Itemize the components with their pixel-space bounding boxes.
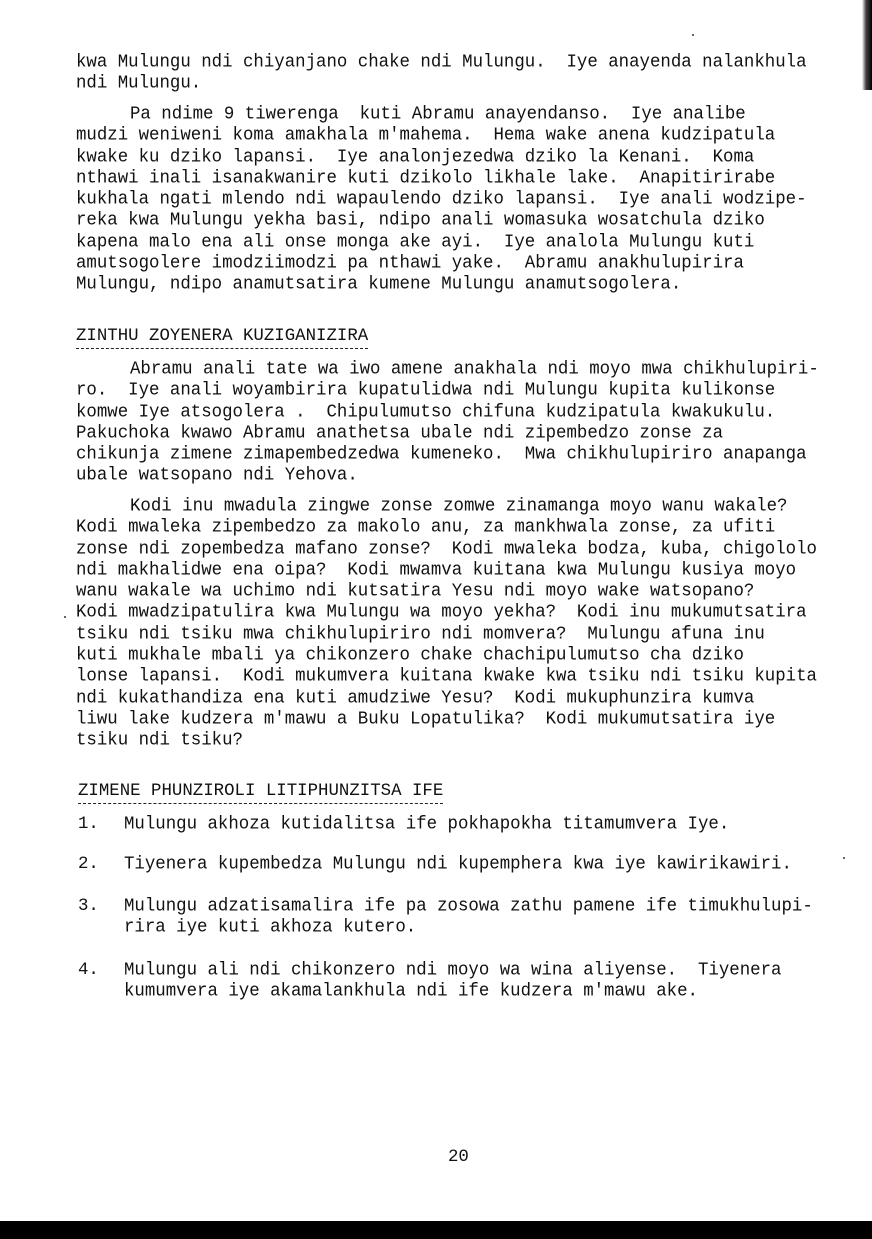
text-line: Pa ndime 9 tiwerenga kuti Abramu anayendanso. Iye analibe <box>130 105 746 125</box>
text-line: kukhala ngati mlendo ndi wapaulendo dziko lapansi. Iye anali wodzipe- <box>76 190 807 211</box>
section-heading: ZIMENE PHUNZIROLI LITIPHUNZITSA IFE <box>78 782 443 804</box>
section-heading: ZINTHU ZOYENERA KUZIGANIZIRA <box>76 327 368 349</box>
text-line: ndi Mulungu. <box>76 74 202 95</box>
paragraph-abramu-journey <box>76 104 807 296</box>
text-line: Pakuchoka kwawo Abramu anathetsa ubale ndi zipembedzo zonse za <box>76 423 724 444</box>
text-line: lonse lapansi. Kodi mukumvera kuitana kwake kwa tsiku ndi tsiku kupita <box>76 667 817 688</box>
paragraph-continuation <box>76 52 807 95</box>
text-line: kuti mukhale mbali ya chikonzero chake chachipulumutso cha dziko <box>76 646 744 667</box>
text-line: kwake ku dziko lapansi. Iye analonjezedwa dziko la Kenani. Koma <box>76 147 755 168</box>
text-line: reka kwa Mulungu yekha basi, ndipo anali womasuka wosatchula dziko <box>76 211 765 232</box>
text-line: zonse ndi zopembedza mafano zonse? Kodi mwaleka bodza, kuba, chigololo <box>76 539 817 560</box>
lesson-number: 4. <box>78 961 99 980</box>
text-line: komwe Iye atsogolera . Chipulumutso chifuna kudzipatula kwakukulu. <box>76 402 776 423</box>
lesson-item <box>78 896 813 939</box>
scan-speck <box>692 34 694 36</box>
text-line: Mulungu, ndipo anamutsatira kumene Mulungu anamutsogolera. <box>76 275 682 296</box>
paragraph-questions <box>76 496 817 752</box>
text-line: Kodi mwadzipatulira kwa Mulungu wa moyo yekha? Kodi inu mukumutsatira <box>76 603 807 624</box>
text-line: tsiku ndi tsiku? <box>76 731 243 752</box>
lesson-item <box>78 854 792 875</box>
lesson-number: 2. <box>78 855 99 874</box>
text-line: kapena malo ena ali onse monga ake ayi. Iye analola Mulungu kuti <box>76 232 755 253</box>
paragraph-faith <box>76 359 819 487</box>
text-line: kumumvera iye akamalankhula ndi ife kudzera m'mawu ake. <box>124 982 698 1003</box>
lesson-item <box>78 814 729 835</box>
scan-speck <box>843 857 845 859</box>
page-number: 20 <box>448 1148 469 1167</box>
text-line: Mulungu ali ndi chikonzero ndi moyo wa wina aliyense. Tiyenera <box>124 961 782 981</box>
scan-bottom-border <box>0 1221 872 1239</box>
text-line: Mulungu akhoza kutidalitsa ife pokhapokha titamumvera Iye. <box>124 815 730 835</box>
lesson-number: 1. <box>78 815 99 834</box>
text-line: tsiku ndi tsiku mwa chikhulupiriro ndi momvera? Mulungu afuna inu <box>76 624 765 645</box>
text-line: rira iye kuti akhoza kutero. <box>124 918 417 939</box>
text-line: wanu wakale wa uchimo ndi kutsatira Yesu ndi moyo wake watsopano? <box>76 582 755 603</box>
text-line: Mulungu adzatisamalira ife pa zosowa zathu pamene ife timukhulupi- <box>124 897 813 917</box>
text-line: Tiyenera kupembedza Mulungu ndi kupemphera kwa iye kawirikawiri. <box>124 855 792 875</box>
text-line: Abramu anali tate wa iwo amene anakhala ndi moyo mwa chikhulupiri- <box>130 360 819 380</box>
text-line: kwa Mulungu ndi chiyanjano chake ndi Mulungu. Iye anayenda nalankhula <box>76 53 807 73</box>
text-line: chikunja zimene zimapembedzedwa kumeneko. Mwa chikhulupiriro anapanga <box>76 445 807 466</box>
lesson-number: 3. <box>78 897 99 916</box>
text-line: Kodi inu mwadula zingwe zonse zomwe zinamanga moyo wanu wakale? <box>130 497 788 517</box>
text-line: ndi kukathandiza ena kuti amudziwe Yesu? Kodi mukuphunzira kumva <box>76 688 755 709</box>
text-line: amutsogolere imodziimodzi pa nthawi yake. Abramu anakhulupirira <box>76 254 744 275</box>
lesson-item <box>78 960 781 1003</box>
text-line: nthawi inali isanakwanire kuti dzikolo likhale lake.¯ Anapitirirabe <box>76 168 776 189</box>
text-line: liwu lake kudzera m'mawu a Buku Lopatulika? Kodi mukumutsatira iye <box>76 710 776 730</box>
scan-edge-mark <box>862 0 872 90</box>
text-line: ndi makhalidwe ena oipa? Kodi mwamva kuitana kwa Mulungu kusiya moyo <box>76 560 797 581</box>
text-line: ubale watsopano ndi Yehova. <box>76 466 358 487</box>
text-line: Kodi mwaleka zipembedzo za makolo anu, za mankhwala zonse, za ufiti <box>76 518 776 539</box>
scan-speck <box>64 616 66 618</box>
text-line: ro. Iye anali woyambirira kupatulidwa ndi Mulungu kupita kulikonse <box>76 381 776 402</box>
text-line: mudzi weniweni koma amakhala m'mahema. Hema wake anena kudzipatula <box>76 126 776 147</box>
